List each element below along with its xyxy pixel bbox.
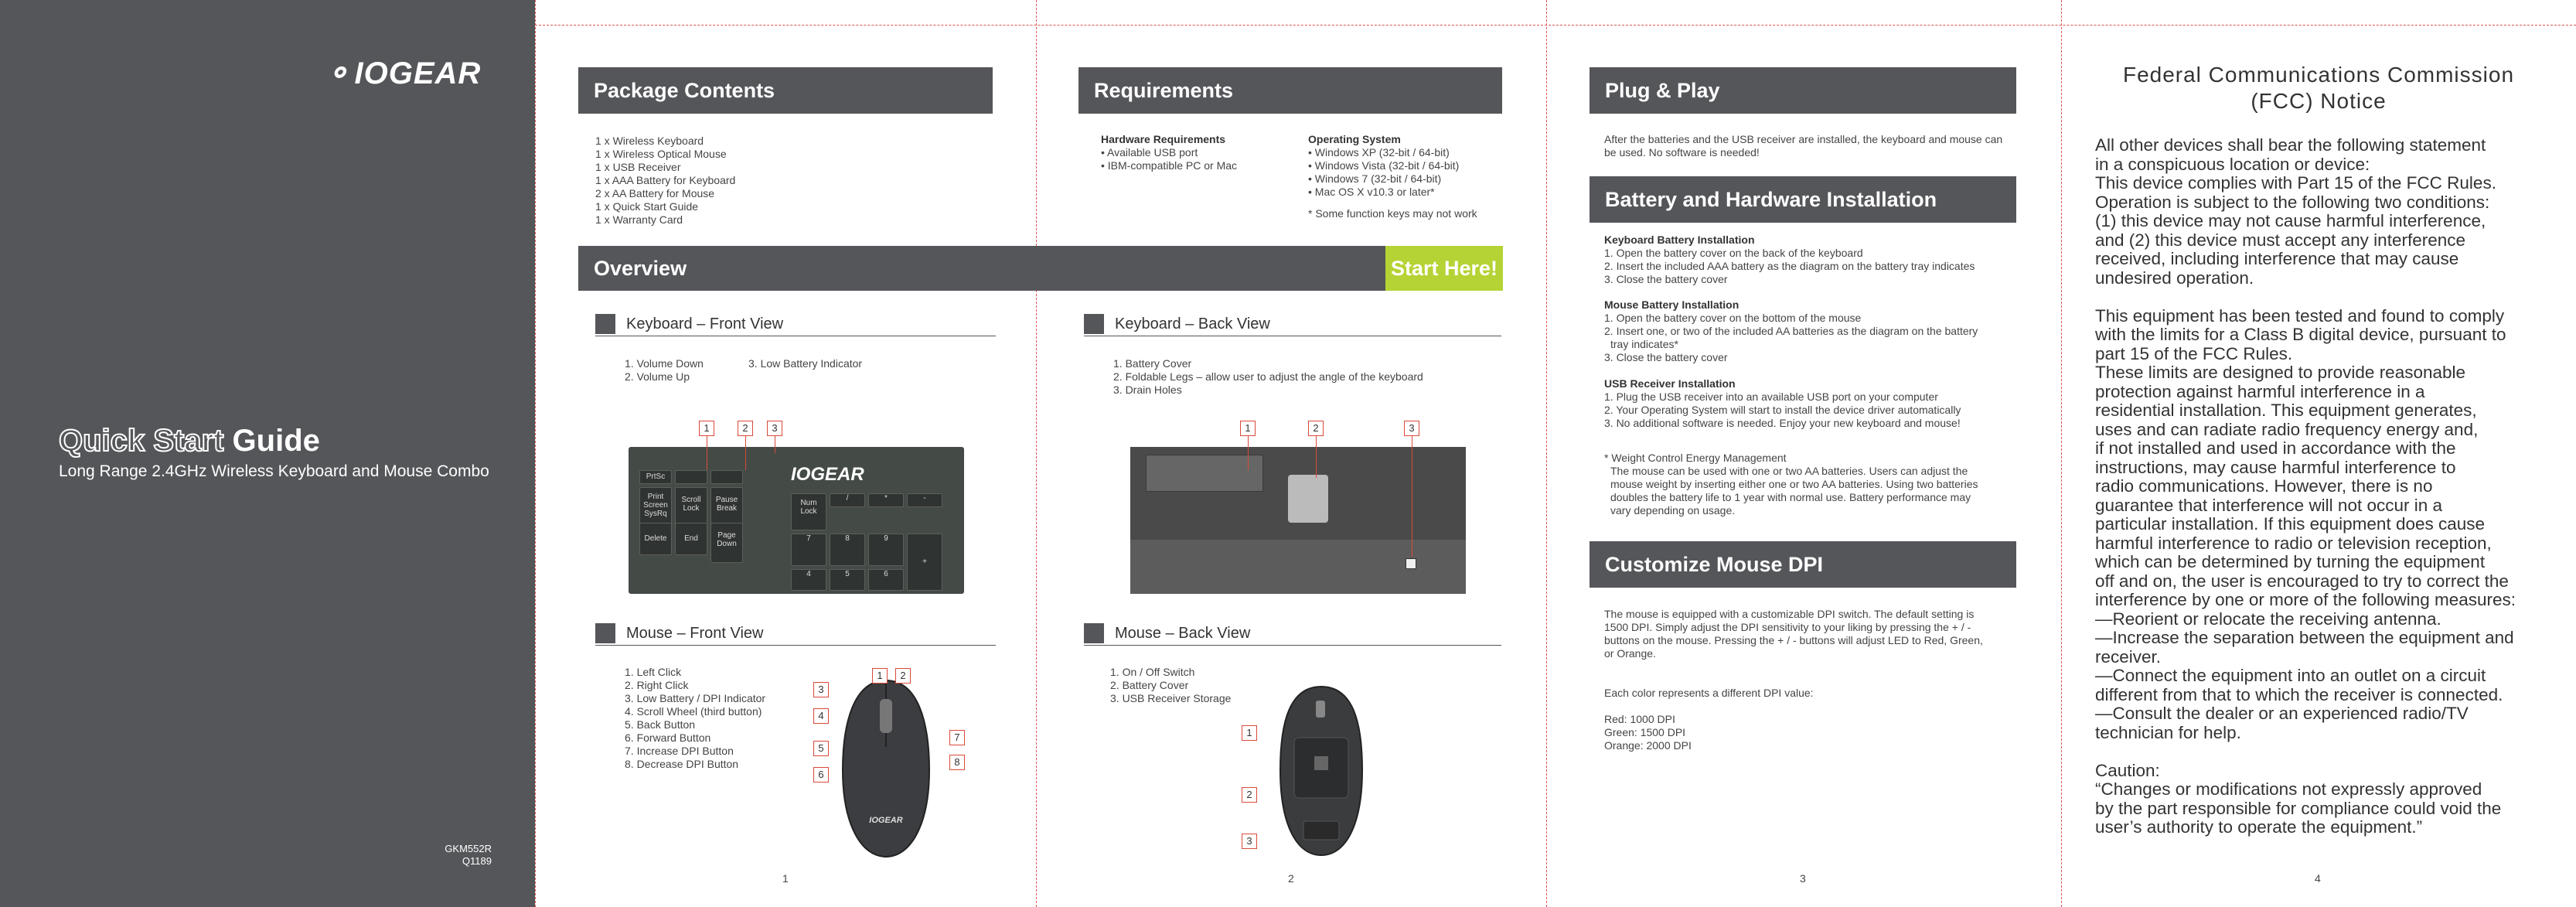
- key: Page Down: [710, 523, 743, 563]
- keyboard-back-image: [1130, 447, 1466, 594]
- start-here-badge: Start Here!: [1385, 246, 1503, 291]
- usb-title: USB Receiver Installation: [1604, 377, 1736, 390]
- section-marker: [595, 623, 615, 643]
- list-item: 3. USB Receiver Storage: [1110, 692, 1232, 704]
- dpi-value-orange: Orange: 2000 DPI: [1604, 739, 1692, 752]
- key: /: [830, 493, 865, 507]
- list-item: • Windows Vista (32-bit / 64-bit): [1308, 159, 1460, 172]
- fcc-line: This device complies with Part 15 of the FCC Rules.: [2095, 173, 2496, 193]
- fold-line: [535, 0, 536, 907]
- divider: [595, 645, 996, 646]
- callout-2: 2: [738, 421, 753, 436]
- fcc-line: This equipment has been tested and found to comply: [2095, 305, 2505, 326]
- fcc-line: “Changes or modifications not expressly approved: [2095, 779, 2482, 799]
- mouse-front-title-text: Mouse – Front View: [626, 624, 764, 642]
- fold-line: [2061, 0, 2062, 907]
- list-item: 7. Increase DPI Button: [625, 745, 734, 757]
- fcc-line: —Consult the dealer or an experienced radio/TV: [2095, 704, 2469, 723]
- dpi-color-intro: Each color represents a different DPI value:: [1604, 687, 1814, 699]
- fcc-line: radio communications. However, there is no: [2095, 476, 2433, 496]
- fcc-line: user’s authority to operate the equipment.”: [2095, 817, 2423, 837]
- dpi-value-red: Red: 1000 DPI: [1604, 713, 1675, 725]
- list-item: 3. No additional software is needed. Enjoy your new keyboard and mouse!: [1604, 417, 1961, 429]
- divider: [1084, 645, 1501, 646]
- battery-header: Battery and Hardware Installation: [1590, 176, 2016, 223]
- fcc-line: instructions, may cause harmful interference to: [2095, 457, 2456, 477]
- kb-front-title: [595, 314, 783, 334]
- fcc-line: guarantee that interference will not occur in a: [2095, 495, 2443, 515]
- text-line: or Orange.: [1604, 647, 1656, 660]
- plug-play-header: Plug & Play: [1590, 67, 2016, 114]
- fcc-title-line: (FCC) Notice: [2251, 89, 2387, 113]
- weight-control-section: [1604, 452, 1978, 517]
- callout-1: 1: [1240, 421, 1256, 436]
- fcc-line: particular installation. If this equipment does cause: [2095, 514, 2486, 534]
- fcc-line: if not installed and used in accordance with the: [2095, 438, 2456, 458]
- foldable-leg: [1288, 475, 1328, 523]
- list-item: 6. Forward Button: [625, 731, 711, 744]
- list-item: • Windows XP (32-bit / 64-bit): [1308, 146, 1450, 159]
- svg-text:IOGEAR: IOGEAR: [869, 816, 903, 825]
- list-item: 1 x Quick Start Guide: [595, 200, 699, 213]
- keyboard-front-image: [629, 447, 964, 594]
- dpi-text: [1604, 608, 1983, 752]
- overview-header: Overview: [578, 246, 1385, 291]
- key: Delete: [639, 523, 672, 555]
- mouse-battery-title: Mouse Battery Installation: [1604, 298, 1739, 311]
- callout-line: [745, 436, 746, 470]
- key: Pause Break: [710, 487, 743, 527]
- fcc-line: residential installation. This equipment generates,: [2095, 401, 2477, 420]
- list-item: 3. Close the battery cover: [1604, 351, 1728, 363]
- fcc-line: in a conspicuous location or device:: [2095, 154, 2370, 174]
- fcc-line: receiver.: [2095, 646, 2162, 667]
- mouse-back-list: [1110, 666, 1231, 705]
- package-contents-header: Package Contents: [578, 67, 993, 114]
- fcc-line: (1) this device may not cause harmful interference,: [2095, 211, 2486, 230]
- callout-1: 1: [872, 668, 888, 684]
- callout-3: 3: [1404, 421, 1419, 436]
- callout-1: 1: [699, 421, 714, 436]
- list-item: 2. Insert one, or two of the included AA batteries as the diagram on the battery: [1604, 325, 1978, 337]
- callout-2: 2: [1242, 787, 1257, 803]
- key: *: [868, 493, 904, 507]
- usb-receiver-section: [1604, 377, 1961, 430]
- list-item: 3. Low Battery / DPI Indicator: [625, 692, 766, 704]
- fcc-line: different from that to which the receiver is connected.: [2095, 684, 2503, 704]
- callout-2: 2: [1308, 421, 1324, 436]
- key: 7: [791, 534, 826, 566]
- callout-line: [1316, 436, 1317, 478]
- fcc-line: part 15 of the FCC Rules.: [2095, 343, 2293, 363]
- fcc-line: uses and can radiate radio frequency energy and,: [2095, 419, 2479, 439]
- list-item: 4. Scroll Wheel (third button): [625, 705, 762, 718]
- key: 8: [830, 534, 865, 566]
- key-volume-down: [675, 470, 707, 484]
- fcc-line: harmful interference to radio or television reception,: [2095, 533, 2492, 553]
- dpi-header: Customize Mouse DPI: [1590, 541, 2016, 588]
- fcc-line: Caution:: [2095, 760, 2160, 780]
- key: Num Lock: [791, 493, 826, 530]
- section-marker: [1084, 623, 1104, 643]
- section-marker: [595, 314, 615, 334]
- os-title: Operating System: [1308, 133, 1401, 145]
- list-item: 2. Volume Up: [625, 370, 690, 383]
- cover-subtitle: Long Range 2.4GHz Wireless Keyboard and Mouse Combo: [59, 462, 489, 480]
- fcc-line: and (2) this device must accept any interference: [2095, 230, 2465, 250]
- list-item: 1 x Warranty Card: [595, 213, 683, 226]
- list-item: vary depending on usage.: [1610, 504, 1736, 517]
- list-item: 3. Drain Holes: [1113, 384, 1182, 396]
- list-item: 1. Plug the USB receiver into an available USB port on your computer: [1604, 390, 1938, 403]
- list-item: tray indicates*: [1610, 338, 1678, 350]
- list-item: 1. Left Click: [625, 666, 682, 678]
- dpi-value-green: Green: 1500 DPI: [1604, 726, 1686, 738]
- plug-play-text: [1604, 133, 2002, 159]
- section-marker: [1084, 314, 1104, 334]
- key: 9: [868, 534, 904, 566]
- operating-system: [1308, 133, 1477, 220]
- callout-5: 5: [813, 741, 829, 756]
- list-item: 1 x Wireless Keyboard: [595, 135, 704, 147]
- fold-line: [535, 25, 2576, 26]
- list-item: 1 x USB Receiver: [595, 161, 681, 173]
- text-line: 1500 DPI. Simply adjust the DPI sensitivity to your liking by pressing the + / -: [1604, 621, 1971, 633]
- list-item: 1. Open the battery cover on the bottom of the mouse: [1604, 312, 1862, 324]
- model-code: [433, 843, 492, 868]
- callout-3: 3: [1242, 834, 1257, 849]
- text-line: buttons on the mouse. Pressing the + / - buttons will adjust LED to Red, Green,: [1604, 634, 1983, 646]
- list-item: 2. Your Operating System will start to install the device driver automatically: [1604, 404, 1961, 416]
- text-line: The mouse is equipped with a customizable DPI switch. The default setting is: [1604, 608, 1975, 620]
- mouse-front-list: [625, 666, 765, 771]
- key: PrtSc: [639, 470, 672, 484]
- list-item: 2. Right Click: [625, 679, 689, 691]
- hw-title: Hardware Requirements: [1101, 133, 1226, 145]
- list-item: 1. Open the battery cover on the back of the keyboard: [1604, 247, 1863, 259]
- list-item: 2. Battery Cover: [1110, 679, 1189, 691]
- mouse-back-title-text: Mouse – Back View: [1115, 624, 1251, 642]
- list-item: 1. Volume Down: [625, 357, 704, 370]
- page-number: 2: [1288, 872, 1294, 885]
- page-number: 3: [1800, 872, 1806, 885]
- list-item: 2 x AA Battery for Mouse: [595, 187, 715, 199]
- fcc-line: —Reorient or relocate the receiving antenna.: [2095, 609, 2441, 629]
- key: End: [675, 523, 707, 555]
- list-item: • Mac OS X v10.3 or later*: [1308, 186, 1435, 198]
- fcc-line: All other devices shall bear the following statement: [2095, 135, 2486, 155]
- list-item: 3. Low Battery Indicator: [748, 357, 863, 370]
- list-item: 2. Foldable Legs – allow user to adjust the angle of the keyboard: [1113, 370, 1423, 383]
- kb-front-list-right: [748, 357, 862, 370]
- battery-cover: [1146, 455, 1263, 492]
- list-item: mouse weight by inserting either one or two AA batteries. Using two batteries: [1610, 478, 1978, 490]
- fcc-line: interference by one or more of the following measures:: [2095, 590, 2516, 609]
- fold-line: [1546, 0, 1547, 907]
- key: 6: [868, 569, 904, 591]
- fcc-title: [2061, 62, 2576, 114]
- list-item: 1 x AAA Battery for Keyboard: [595, 174, 736, 186]
- fcc-title-line: Federal Communications Commission: [2122, 63, 2515, 87]
- page-number: 4: [2315, 872, 2321, 885]
- text-line: After the batteries and the USB receiver are installed, the keyboard and mouse can: [1604, 133, 2003, 145]
- callout-3: 3: [813, 682, 829, 697]
- list-item: 3. Close the battery cover: [1604, 273, 1728, 285]
- doc-code: Q1189: [462, 855, 492, 867]
- fcc-line: with the limits for a Class B digital device, pursuant to: [2095, 325, 2506, 344]
- page-number: 1: [782, 872, 789, 885]
- fcc-line: protection against harmful interference in a: [2095, 381, 2425, 401]
- logo-text: IOGEAR: [354, 56, 482, 90]
- cover-panel: [0, 0, 535, 907]
- list-item: The mouse can be used with one or two AA batteries. Users can adjust the: [1610, 465, 1968, 477]
- fcc-line: by the part responsible for compliance could void the: [2095, 798, 2502, 818]
- fcc-line: technician for help.: [2095, 722, 2241, 742]
- os-note: * Some function keys may not work: [1308, 207, 1477, 220]
- fold-line: [1036, 0, 1037, 907]
- list-item: • Windows 7 (32-bit / 64-bit): [1308, 172, 1442, 185]
- kb-back-title: [1084, 314, 1270, 334]
- list-item: • Available USB port: [1101, 146, 1198, 159]
- fcc-line: [2095, 288, 2516, 307]
- callout-line: [1248, 436, 1249, 470]
- kb-back-title-text: Keyboard – Back View: [1115, 315, 1270, 332]
- list-item: 1 x Wireless Optical Mouse: [595, 148, 727, 160]
- iogear-logo: [325, 56, 481, 91]
- weight-title: * Weight Control Energy Management: [1604, 452, 1787, 464]
- fcc-line: which can be determined by turning the equipment: [2095, 552, 2486, 571]
- logo-icon: ⚬: [325, 56, 352, 90]
- list-item: • IBM-compatible PC or Mac: [1101, 159, 1238, 172]
- cover-title-outline: Quick Start: [59, 424, 224, 458]
- fcc-line: Operation is subject to the following two conditions:: [2095, 192, 2490, 212]
- key: -: [907, 493, 942, 507]
- package-list: [595, 135, 735, 227]
- callout-1: 1: [1242, 725, 1257, 741]
- list-item: 2. Insert the included AAA battery as the diagram on the battery tray indicates: [1604, 260, 1975, 272]
- keyboard-battery-section: [1604, 234, 1975, 286]
- mouse-battery-section: [1604, 298, 1978, 364]
- callout-3: 3: [767, 421, 782, 436]
- list-item: 5. Back Button: [625, 718, 696, 731]
- requirements-header: Requirements: [1078, 67, 1502, 114]
- kb-front-title-text: Keyboard – Front View: [626, 315, 784, 332]
- key-volume-up: [710, 470, 743, 484]
- fcc-line: off and on, the user is encouraged to try to correct the: [2095, 571, 2509, 591]
- drain-hole: [1406, 558, 1416, 569]
- callout-6: 6: [813, 767, 829, 783]
- model-number: GKM552R: [445, 843, 492, 854]
- callout-2: 2: [895, 668, 911, 684]
- mouse-front-title: [595, 623, 764, 643]
- list-item: 8. Decrease DPI Button: [625, 758, 739, 770]
- fcc-line: undesired operation.: [2095, 268, 2254, 288]
- fcc-line: received, including interference that may cause: [2095, 249, 2459, 268]
- fcc-line: [2095, 742, 2516, 762]
- key: Print Screen SysRq: [639, 487, 672, 524]
- hardware-requirements: [1101, 133, 1237, 172]
- fcc-line: —Increase the separation between the equipment and: [2095, 628, 2514, 647]
- key: 4: [791, 569, 826, 591]
- fcc-line: These limits are designed to provide reasonable: [2095, 363, 2466, 382]
- mouse-back-image: [1276, 684, 1367, 858]
- key: +: [907, 534, 942, 591]
- keyboard-logo: IOGEAR: [791, 464, 864, 485]
- kb-back-list: [1113, 357, 1423, 397]
- list-item: 1. Battery Cover: [1113, 357, 1192, 370]
- list-item: 1. On / Off Switch: [1110, 666, 1195, 678]
- kb-battery-title: Keyboard Battery Installation: [1604, 234, 1755, 246]
- fcc-body: [2095, 136, 2516, 837]
- callout-7: 7: [949, 730, 965, 745]
- callout-8: 8: [949, 755, 965, 770]
- mouse-front-image: [838, 677, 934, 860]
- cover-title: [59, 424, 320, 459]
- kb-front-list-left: [625, 357, 704, 384]
- callout-4: 4: [813, 708, 829, 724]
- cover-title-bold: Guide: [232, 424, 320, 458]
- fcc-line: —Connect the equipment into an outlet on a circuit: [2095, 666, 2486, 685]
- text-line: be used. No software is needed!: [1604, 146, 1760, 159]
- mouse-back-title: [1084, 623, 1250, 643]
- key: 5: [830, 569, 865, 591]
- list-item: doubles the battery life to 1 year with normal use. Battery performance may: [1610, 491, 1971, 503]
- key: Scroll Lock: [675, 487, 707, 527]
